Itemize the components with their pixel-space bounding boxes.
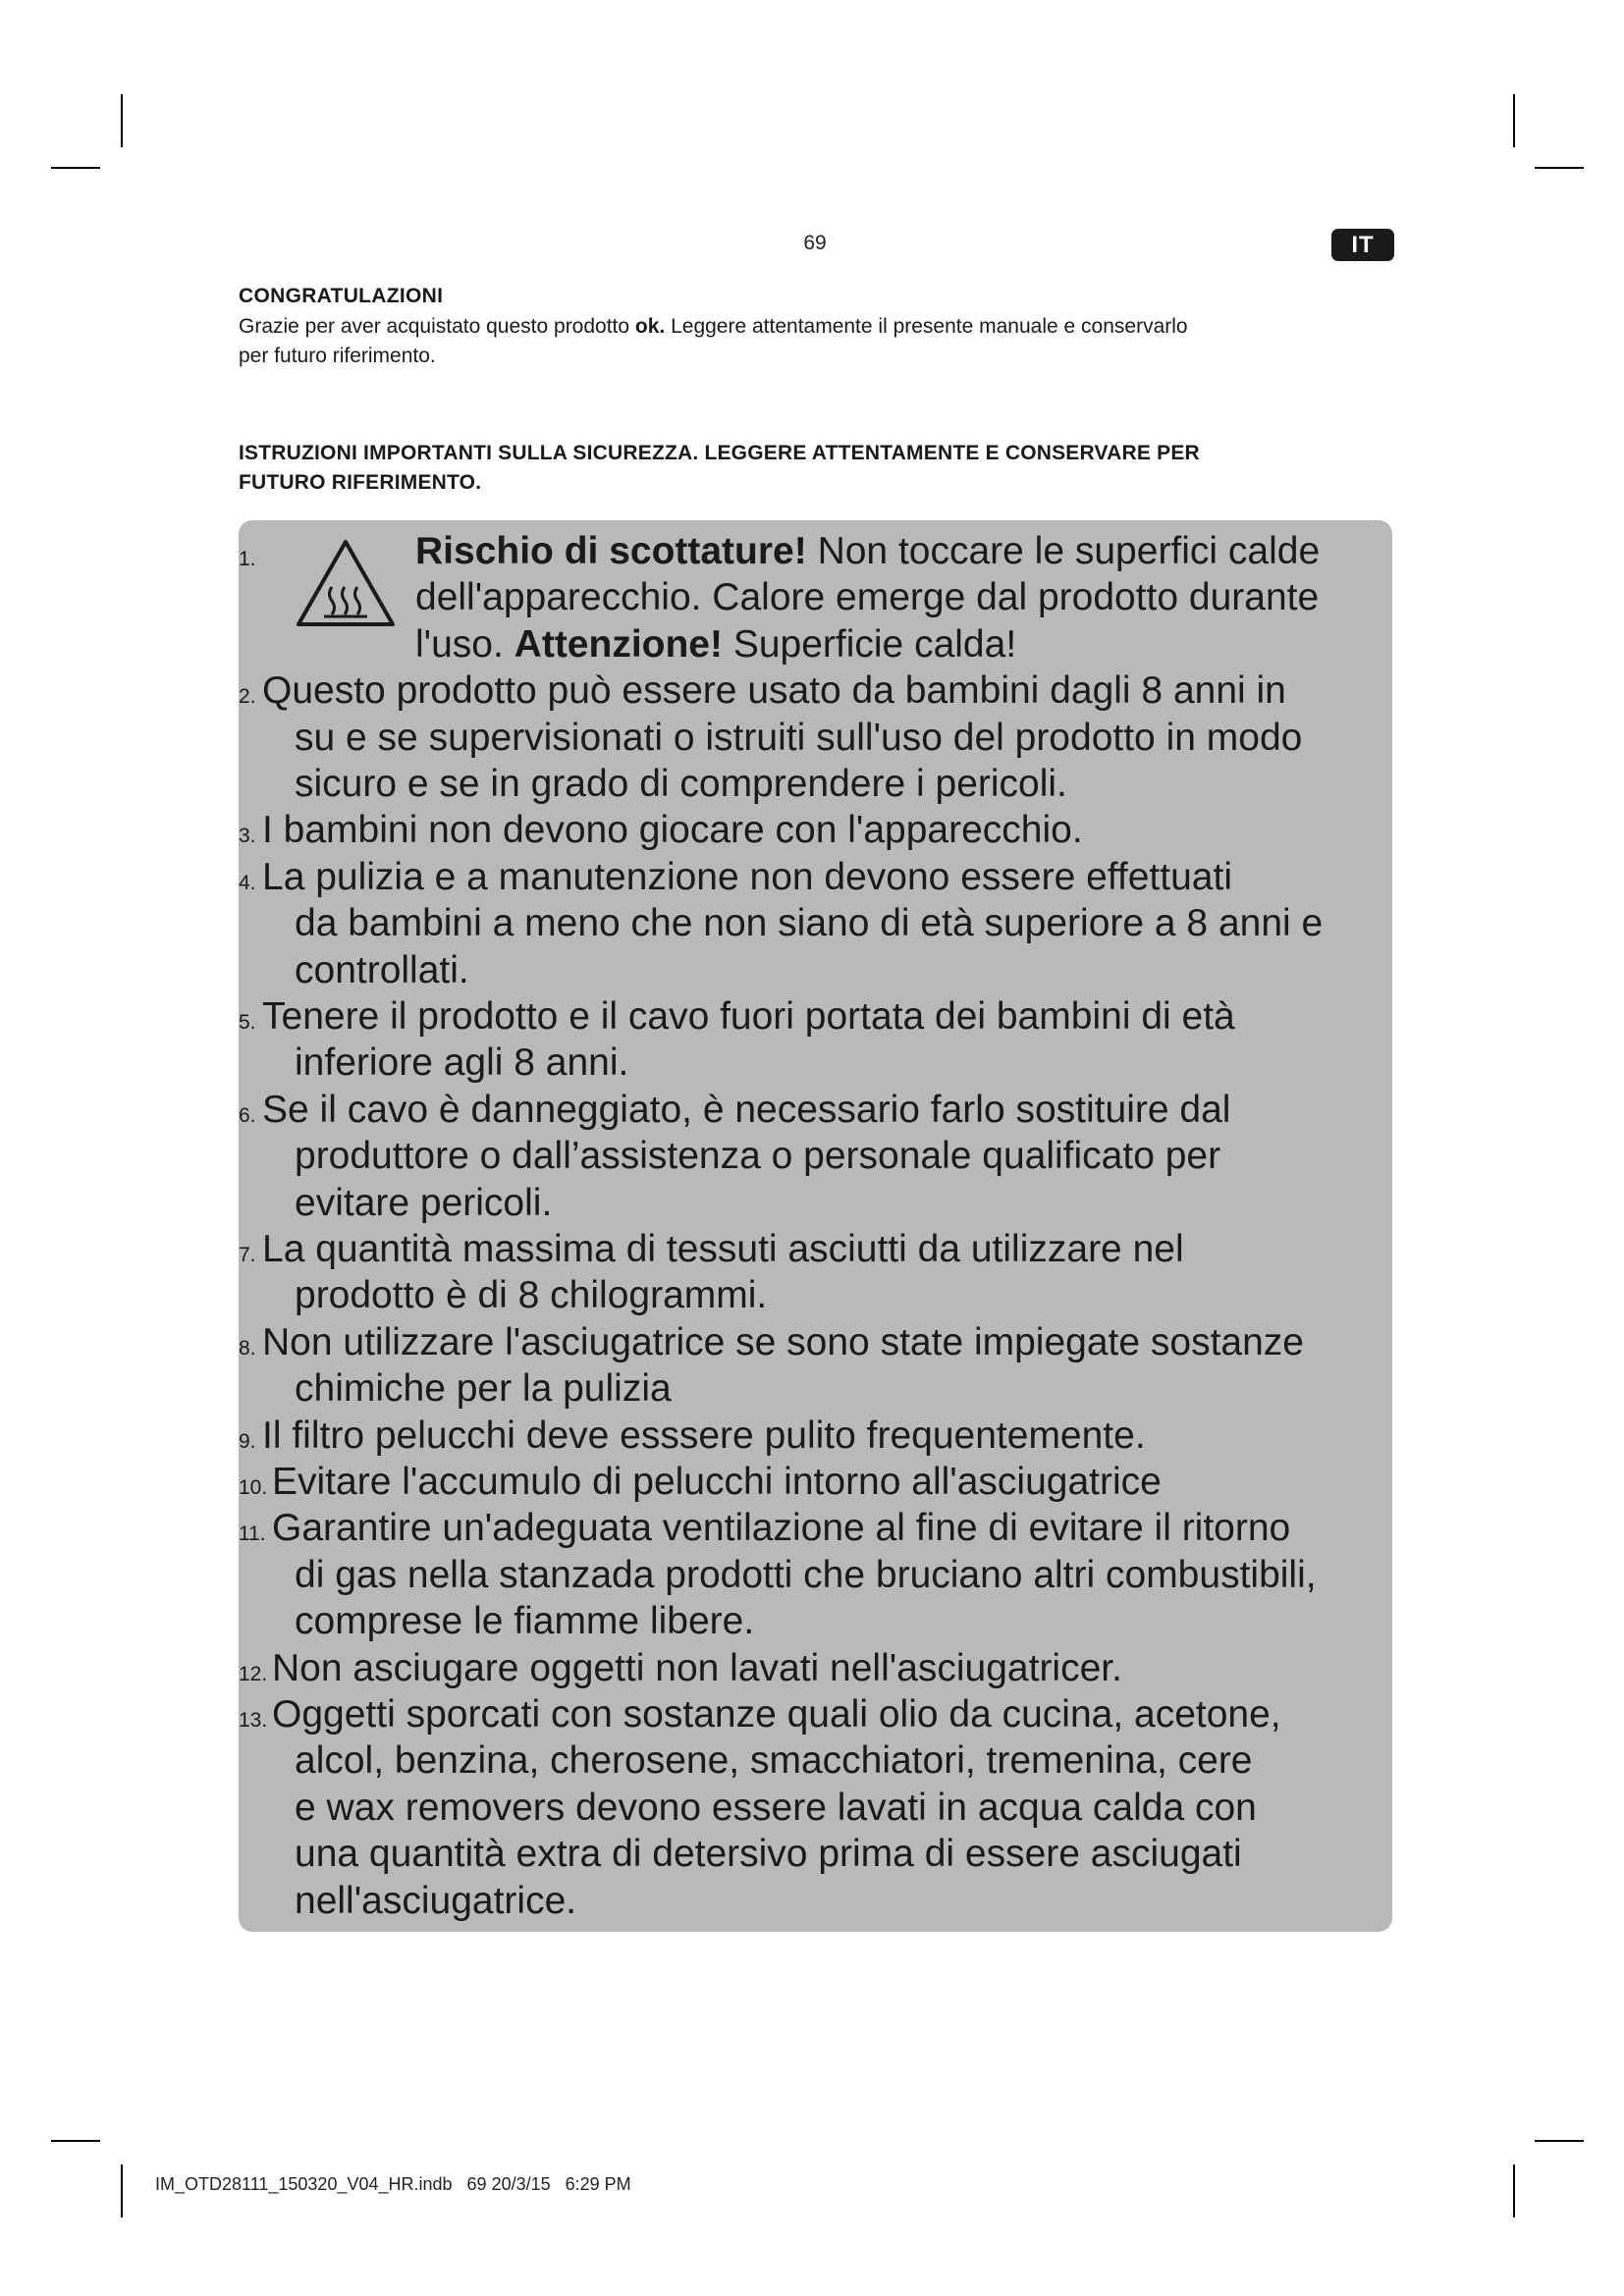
crop-mark-bottom-right-horizontal (1535, 2140, 1584, 2142)
congratulations-text-start: Grazie per aver acquistato questo prodotto (239, 315, 635, 338)
item-number: 4. (239, 871, 256, 894)
item-line-4: una quantità extra di detersivo prima di essere asciugati (295, 1833, 1242, 1876)
item-line-1: Tenere il prodotto e il cavo fuori portata dei bambini di età (262, 995, 1235, 1038)
crop-mark-top-right-horizontal (1535, 167, 1584, 169)
item-line-3-end: Superficie calda! (722, 622, 1017, 666)
item-text (262, 854, 1392, 993)
item-line-3 (415, 621, 1392, 667)
item-text (272, 1645, 1392, 1691)
item-line-5: nell'asciugatrice. (295, 1879, 577, 1922)
item-line-1: Garantire un'adeguata ventilazione al fine di evitare il ritorno (272, 1507, 1291, 1550)
item-line-2: prodotto è di 8 chilogrammi. (295, 1274, 768, 1317)
item-text (262, 807, 1392, 853)
item-line-1: La pulizia e a manutenzione non devono essere effettuati (262, 855, 1232, 898)
item-line-1: Oggetti sporcati con sostanze quali olio da cucina, acetone, (272, 1693, 1281, 1735)
item-line-3: controllati. (295, 948, 469, 991)
item-text (272, 1459, 1392, 1505)
item-text (262, 1087, 1392, 1226)
safety-title-line1: ISTRUZIONI IMPORTANTI SULLA SICUREZZA. LEGGERE ATTENTAMENTE E CONSERVARE PER (239, 442, 1200, 464)
item-line-2: inferiore agli 8 anni. (295, 1041, 629, 1085)
item-line-1 (415, 528, 1392, 574)
crop-mark-bottom-left-vertical (121, 2164, 123, 2217)
language-badge: IT (1331, 229, 1394, 261)
item-number: 12. (239, 1662, 268, 1685)
item-text (272, 1505, 1392, 1644)
item-text (272, 1691, 1392, 1924)
item-number: 1. (239, 548, 256, 570)
item-line-3-start: l'uso. (415, 622, 514, 666)
item-line-2: su e se supervisionati o istruiti sull'uso del prodotto in modo (295, 716, 1303, 759)
item-number: 11. (239, 1522, 266, 1546)
item-number: 7. (239, 1244, 256, 1266)
item-number: 9. (239, 1429, 256, 1453)
burn-risk-label: Rischio di scottature! (415, 530, 807, 572)
safety-instructions-panel (239, 520, 1392, 1932)
item-text (262, 1226, 1392, 1319)
brand-name: ok. (634, 315, 666, 338)
crop-mark-bottom-left-horizontal (51, 2140, 100, 2142)
item-text (262, 667, 1392, 807)
safety-instructions-title (239, 439, 1397, 498)
item-line-2: chimiche per la pulizia (295, 1367, 672, 1411)
congratulations-text (239, 312, 1397, 371)
item-line-3: comprese le fiamme libere. (295, 1600, 755, 1643)
item-line-2: alcol, benzina, cherosene, smacchiatori, tremenina, cere (295, 1739, 1253, 1783)
congratulations-text-line2: per futuro riferimento. (239, 345, 436, 367)
congratulations-title: CONGRATULAZIONI (239, 285, 444, 307)
item-text (262, 993, 1392, 1087)
item-number: 2. (239, 685, 256, 709)
item-number: 10. (239, 1476, 268, 1499)
item-line-1-rest: Non toccare le superfici calde (806, 530, 1321, 572)
item-line-2: dell'apparecchio. Calore emerge dal prodotto durante (415, 576, 1320, 619)
item-number: 6. (239, 1103, 256, 1127)
page-number: 69 (803, 232, 827, 254)
hot-surface-warning-icon (295, 538, 397, 630)
crop-mark-bottom-right-vertical (1513, 2164, 1515, 2217)
item-line-1: I bambini non devono giocare con l'apparecchio. (262, 809, 1083, 852)
item-number: 3. (239, 825, 256, 848)
item-line-1: Non asciugare oggetti non lavati nell'asciugatricer. (272, 1646, 1122, 1689)
item-text (415, 528, 1392, 667)
item-line-2: da bambini a meno che non siano di età superiore a 8 anni e (295, 902, 1324, 945)
item-line-2: di gas nella stanzada prodotti che bruciano altri combustibili, (295, 1553, 1317, 1596)
item-text (262, 1319, 1392, 1413)
item-number: 8. (239, 1336, 256, 1360)
item-line-1: Evitare l'accumulo di pelucchi intorno all'asciugatrice (272, 1461, 1162, 1503)
congratulations-text-line1-end: Leggere attentamente il presente manuale e conservarlo (665, 315, 1188, 338)
crop-mark-top-left-horizontal (51, 167, 100, 169)
item-text (262, 1413, 1392, 1459)
item-line-1: Il filtro pelucchi deve esssere pulito frequentemente. (262, 1414, 1146, 1457)
item-number: 5. (239, 1011, 256, 1034)
item-line-1: Non utilizzare l'asciugatrice se sono state impiegate sostanze (262, 1320, 1304, 1363)
item-line-1: Se il cavo è danneggiato, è necessario farlo sostituire dal (262, 1088, 1231, 1131)
print-footer: IM_OTD28111_150320_V04_HR.indb 69 20/3/15 6:29 PM (155, 2174, 631, 2194)
crop-mark-top-left-vertical (121, 94, 123, 147)
item-line-3: e wax removers devono essere lavati in acqua calda con (295, 1786, 1257, 1829)
item-number: 13. (239, 1709, 268, 1732)
attention-label: Attenzione! (514, 622, 723, 666)
item-line-1: La quantità massima di tessuti asciutti da utilizzare nel (262, 1228, 1184, 1270)
item-line-2: produttore o dall’assistenza o personale qualificato per (295, 1135, 1221, 1178)
item-line-1: Questo prodotto può essere usato da bambini dagli 8 anni in (262, 669, 1286, 713)
crop-mark-top-right-vertical (1513, 94, 1515, 147)
item-line-3: evitare pericoli. (295, 1181, 553, 1224)
safety-title-line2: FUTURO RIFERIMENTO. (239, 471, 482, 494)
item-line-3: sicuro e se in grado di comprendere i pericoli. (295, 763, 1067, 805)
